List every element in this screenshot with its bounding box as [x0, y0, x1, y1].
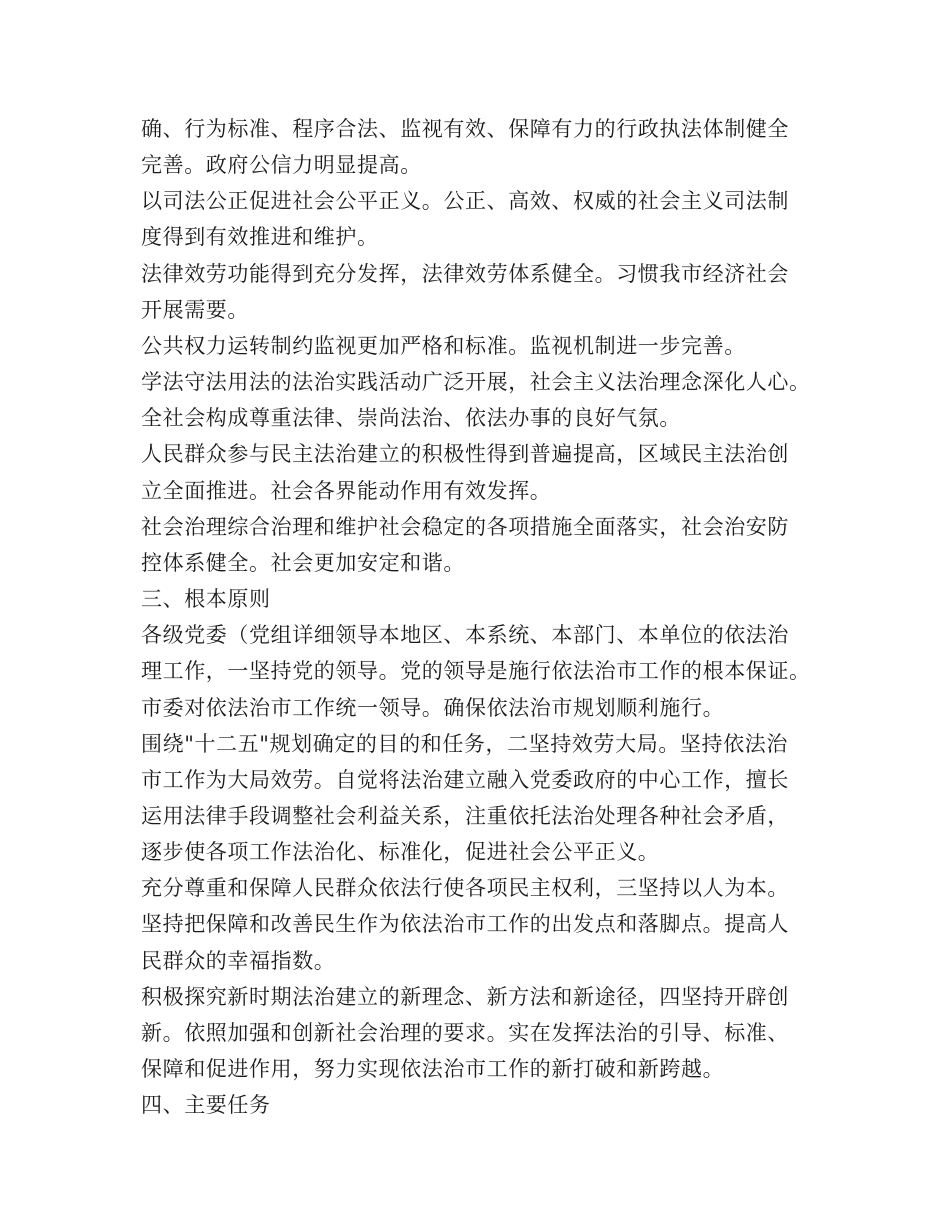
text-line: 坚持把保障和改善民生作为依法治市工作的出发点和落脚点。提高人 — [141, 912, 789, 937]
section-heading: 四、主要任务 — [141, 1093, 271, 1118]
text-line: 公共权力运转制约监视更加严格和标准。监视机制进一步完善。 — [141, 333, 746, 358]
text-line: 保障和促进作用，努力实现依法治市工作的新打破和新跨越。 — [141, 1057, 725, 1082]
text-line: 民群众的幸福指数。 — [141, 948, 336, 973]
text-line: 开展需要。 — [141, 297, 249, 322]
text-line: 围绕"十二五"规划确定的目的和任务，二坚持效劳大局。坚持依法治 — [141, 731, 788, 756]
text-line: 市工作为大局效劳。自觉将法治建立融入党委政府的中心工作，擅长 — [141, 767, 789, 792]
text-line: 社会治理综合治理和维护社会稳定的各项措施全面落实，社会治安防 — [141, 514, 789, 539]
text-line: 积极探究新时期法治建立的新理念、新方法和新途径，四坚持开辟创 — [141, 984, 789, 1009]
text-line: 控体系健全。社会更加安定和谐。 — [141, 550, 465, 575]
text-line: 充分尊重和保障人民群众依法行使各项民主权利，三坚持以人为本。 — [141, 876, 789, 901]
text-line: 度得到有效推进和维护。 — [141, 225, 379, 250]
text-line: 确、行为标准、程序合法、监视有效、保障有力的行政执法体制健全 — [141, 117, 789, 141]
text-line: 立全面推进。社会各界能动作用有效发挥。 — [141, 478, 552, 503]
text-line: 以司法公正促进社会公平正义。公正、高效、权威的社会主义司法制 — [141, 189, 789, 214]
text-line: 完善。政府公信力明显提高。 — [141, 153, 422, 178]
text-line: 人民群众参与民主法治建立的积极性得到普遍提高，区域民主法治创 — [141, 442, 789, 467]
text-line: 逐步使各项工作法治化、标准化，促进社会公平正义。 — [141, 840, 660, 865]
section-heading: 三、根本原则 — [141, 587, 271, 612]
text-line: 运用法律手段调整社会利益关系，注重依托法治处理各种社会矛盾， — [141, 803, 789, 828]
text-line: 学法守法用法的法治实践活动广泛开展，社会主义法治理念深化人心。 — [141, 370, 811, 395]
text-line: 法律效劳功能得到充分发挥，法律效劳体系健全。习惯我市经济社会 — [141, 261, 789, 286]
text-line: 新。依照加强和创新社会治理的要求。实在发挥法治的引导、标准、 — [141, 1020, 789, 1045]
text-line: 市委对依法治市工作统一领导。确保依法治市规划顺利施行。 — [141, 695, 725, 720]
text-line: 全社会构成尊重法律、崇尚法治、依法办事的良好气氛。 — [141, 406, 681, 431]
text-line: 理工作，一坚持党的领导。党的领导是施行依法治市工作的根本保证。 — [141, 659, 811, 684]
text-line: 各级党委（党组详细领导本地区、本系统、本部门、本单位的依法治 — [141, 623, 789, 648]
document-body — [141, 111, 841, 1123]
